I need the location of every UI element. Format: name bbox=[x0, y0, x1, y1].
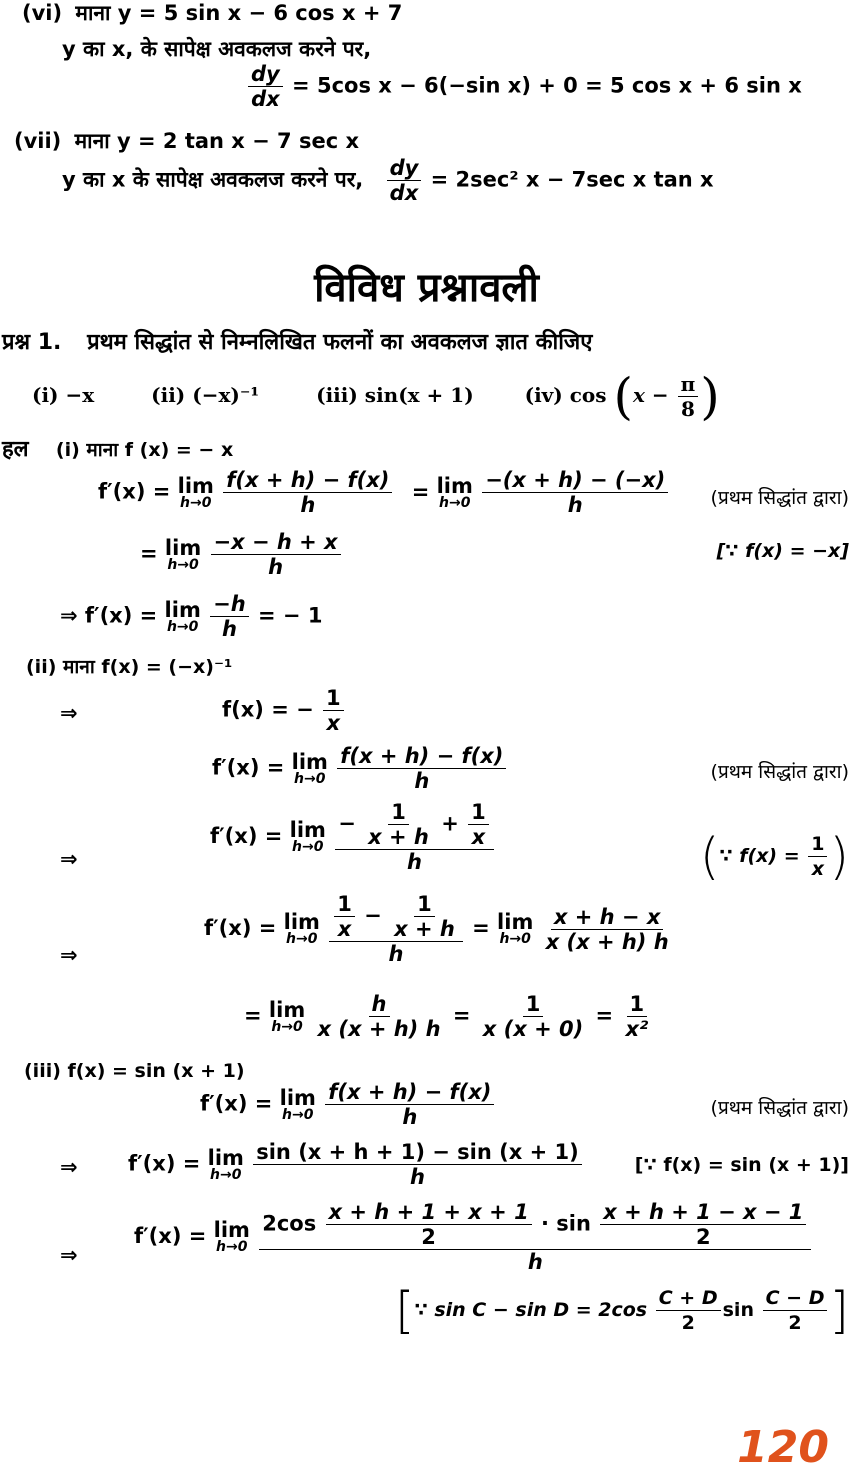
sol-ii-step1: f′(x) = lim h→0 $\frac{f(x + h) - f(x)}{h}$ bbox=[212, 744, 508, 793]
sol-ii-step3: f′(x) = lim h→0 $\frac{1}{x}$ − $\frac{1}{x + h}$ h = lim h→0 $\frac{x + h - x}{x (x + h) h}$ bbox=[204, 892, 669, 966]
statement: माना y = 5 sin x − 6 cos x + 7 bbox=[75, 1, 403, 25]
note: (प्रथम सिद्धांत द्वारा) bbox=[710, 761, 849, 783]
section-title: विविध प्रश्नावली bbox=[314, 265, 539, 311]
sol-ii-fx: f(x) = − $\frac{1}{x}$ bbox=[222, 686, 346, 735]
vii-derivative: y का x के सापेक्ष अवकलज करने पर, $\frac{dy}{dx}$ = 2sec² x − 7sec x tan x bbox=[62, 156, 714, 205]
sol-i-step1: f′(x) = lim h→0 $\frac{f(x + h) - f(x)}{h}$ = lim h→0 $\frac{-(x + h) - (-x)}{h}$ bbox=[98, 468, 670, 517]
question-1 bbox=[2, 330, 592, 356]
note-ii: (∵ f(x) = $\frac{1}{x}$ ) bbox=[699, 827, 849, 886]
diff-text: y का x, के सापेक्ष अवकलज करने पर, bbox=[62, 37, 372, 61]
note: [∵ f(x) = −x] bbox=[716, 540, 849, 562]
implies: ⇒ bbox=[60, 1243, 78, 1267]
page-number: 120 bbox=[737, 1422, 829, 1473]
sol-i-step2: = lim h→0 $\frac{-x - h + x}{h}$ bbox=[140, 530, 343, 579]
item-vi bbox=[22, 0, 402, 26]
note: [∵ f(x) = sin (x + 1)] bbox=[634, 1154, 849, 1176]
sol-iii-step1: f′(x) = lim h→0 $\frac{f(x + h) - f(x)}{h}$ bbox=[200, 1080, 496, 1129]
sol-i-step3: ⇒ f′(x) = lim h→0 $\frac{-h}{h}$ = − 1 bbox=[60, 592, 323, 641]
sol-ii-stmt: (ii) माना f(x) = (−x)⁻¹ bbox=[26, 656, 233, 678]
question-text: प्रथम सिद्धांत से निम्नलिखित फलनों का अवकलज ज्ञात कीजिए bbox=[87, 330, 593, 355]
solution-label: हल (i) माना f (x) = − x bbox=[2, 437, 234, 462]
note: (प्रथम सिद्धांत द्वारा) bbox=[710, 487, 849, 509]
implies: ⇒ bbox=[60, 943, 78, 967]
item-label: (vii) bbox=[14, 129, 62, 153]
identity: [∵ sin C − sin D = 2cos $\frac{C + D}{2}$ sin $\frac{C - D}{2}$ ] bbox=[394, 1281, 849, 1340]
sol-iii-stmt: (iii) f(x) = sin (x + 1) bbox=[24, 1060, 245, 1082]
item-label: (vi) bbox=[22, 1, 63, 25]
implies: ⇒ bbox=[60, 847, 78, 871]
implies: ⇒ bbox=[60, 1155, 78, 1179]
implies: ⇒ bbox=[60, 701, 78, 725]
statement: माना y = 2 tan x − 7 sec x bbox=[74, 129, 360, 153]
note: (प्रथम सिद्धांत द्वारा) bbox=[710, 1097, 849, 1119]
question-label: प्रश्न 1. bbox=[2, 330, 62, 355]
sol-iii-step2: f′(x) = lim h→0 $\frac{\sin (x + h + 1) - \sin (x + 1)}{h}$ bbox=[128, 1140, 584, 1189]
sol-ii-step2: f′(x) = lim h→0 − $\frac{1}{x + h}$ + $\frac{1}{x}$ h bbox=[210, 800, 496, 874]
item-vii bbox=[14, 128, 359, 154]
sol-iii-step3: f′(x) = lim h→0 2cos $\frac{x + h + 1 + x + 1}{2}$ · sin $\frac{x + h + 1 - x - 1}{2}$ h bbox=[134, 1200, 813, 1274]
question-options: (i) −x (ii) (−x)⁻¹ (iii) sin(x + 1) (iv) cos (x − $\frac{\pi}{8}$ ) bbox=[32, 367, 720, 426]
sol-ii-step4: = lim h→0 $\frac{h}{x (x + h) h}$ = $\frac{1}{x (x + 0)}$ = $\frac{1}{\text{x²}}$ bbox=[244, 992, 649, 1041]
vi-derivative: $\frac{dy}{dx}$ = 5cos x − 6(−sin x) + 0 = 5 cos x + 6 sin x bbox=[246, 62, 802, 111]
